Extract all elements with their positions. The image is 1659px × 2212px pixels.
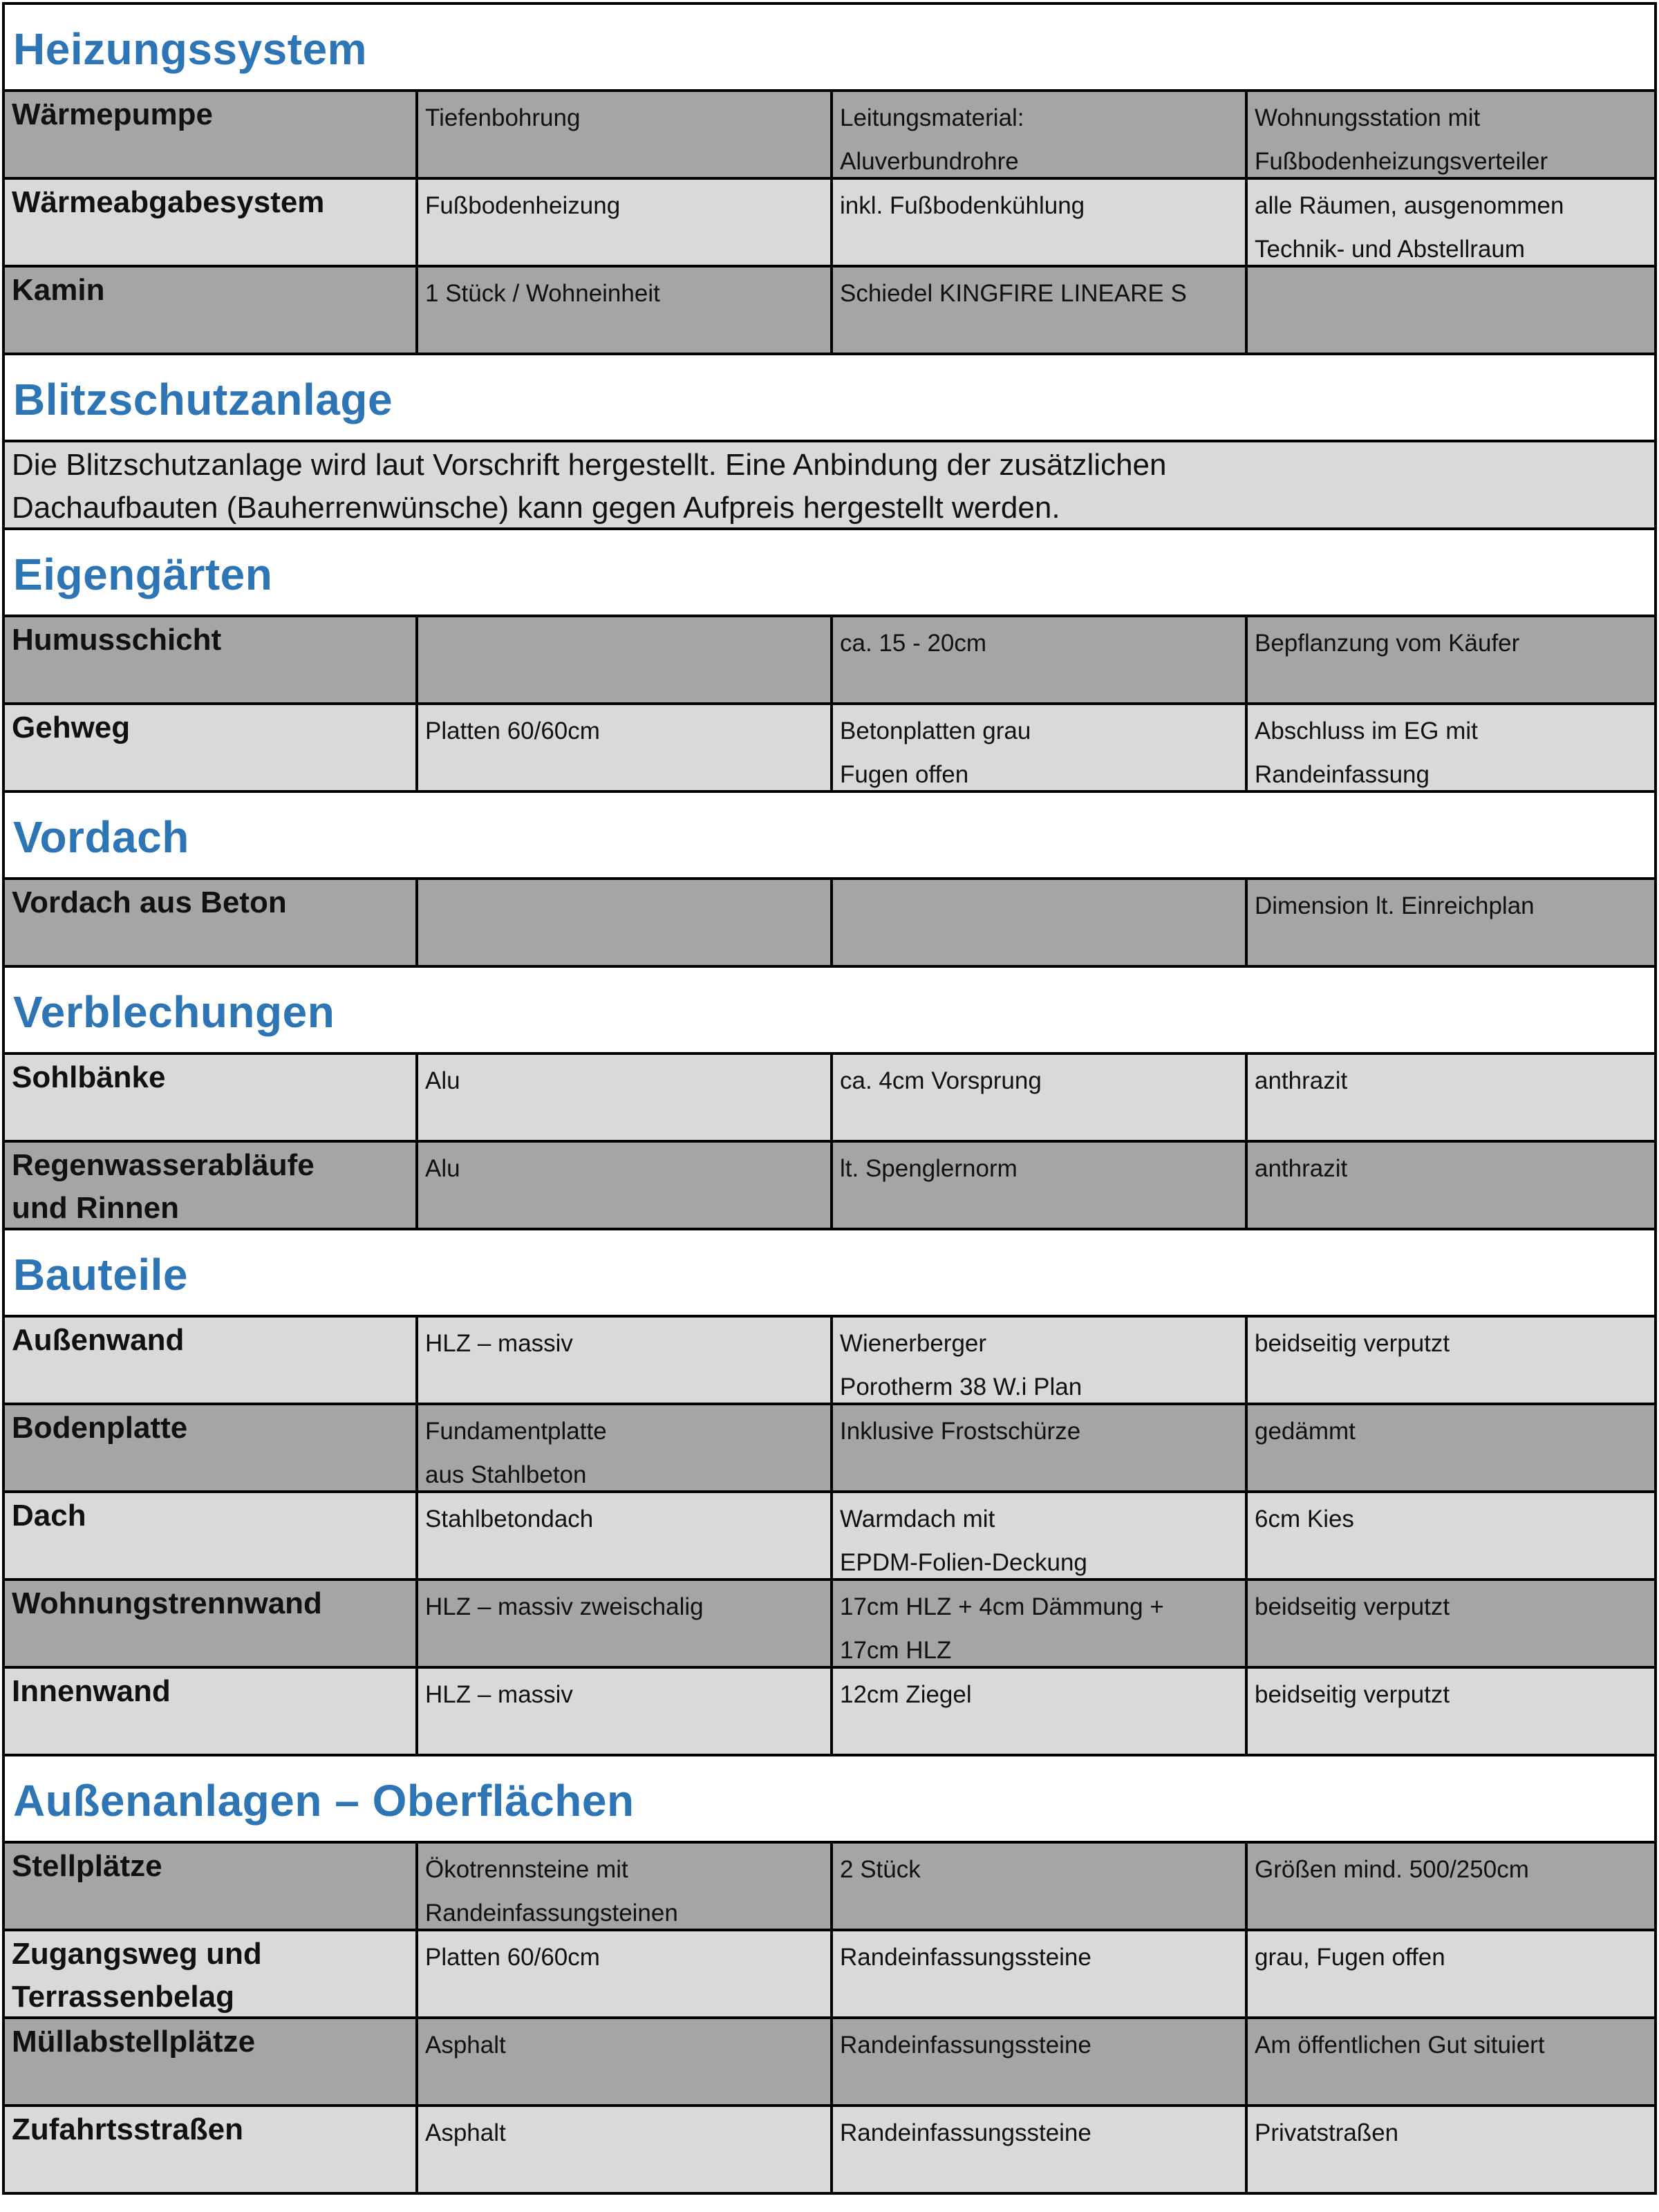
row-label: Regenwasserabläufe und Rinnen: [5, 1143, 418, 1228]
table-cell: Alu: [418, 1143, 833, 1228]
table-cell: Abschluss im EG mit Randeinfassung: [1255, 718, 1478, 788]
table-cell: 12cm Ziegel: [833, 1669, 1248, 1754]
section-heading: Eigengärten: [5, 530, 1654, 617]
table-row: [5, 268, 1654, 355]
table-cell: Dimension lt. Einreichplan: [1255, 892, 1535, 919]
table-cell: Fußbodenheizung: [418, 180, 833, 265]
table-cell: Inklusive Frostschürze: [833, 1405, 1248, 1490]
table-cell: Ökotrennsteine mit Randeinfassungsteinen: [418, 1844, 833, 1929]
section-heading: Bauteile: [5, 1230, 1654, 1318]
table-row: [5, 1931, 1654, 2019]
table-cell: Schiedel KINGFIRE LINEARE S: [833, 268, 1248, 353]
row-label: Dach: [5, 1493, 418, 1578]
table-cell: Randeinfassungssteine: [833, 1931, 1248, 2016]
table-cell: Platten 60/60cm: [418, 705, 833, 790]
table-row: [5, 1493, 1654, 1581]
table-cell: Asphalt: [418, 2019, 833, 2104]
table-row: [5, 180, 1654, 268]
table-cell: 2 Stück: [833, 1844, 1248, 1929]
table-cell: [418, 617, 833, 702]
table-cell: 17cm HLZ + 4cm Dämmung + 17cm HLZ: [833, 1581, 1248, 1666]
table-cell: anthrazit: [1255, 1155, 1348, 1182]
table-cell: Leitungsmaterial: Aluverbundrohre: [833, 92, 1248, 177]
section-heading: Außenanlagen – Oberflächen: [5, 1756, 1654, 1844]
table-cell: Randeinfassungssteine: [833, 2019, 1248, 2104]
table-cell: 6cm Kies: [1255, 1506, 1354, 1533]
table-cell: Platten 60/60cm: [418, 1931, 833, 2016]
section-heading: Blitzschutzanlage: [5, 355, 1654, 442]
table-cell: [418, 880, 833, 965]
row-label: Wohnungstrennwand: [5, 1581, 418, 1666]
table-cell: gedämmt: [1255, 1418, 1356, 1445]
table-cell: Bepflanzung vom Käufer: [1255, 630, 1520, 657]
row-label: Sohlbänke: [5, 1055, 418, 1140]
table-row: [5, 92, 1654, 180]
table-cell: alle Räumen, ausgenommen Technik- und Abstellraum: [1255, 192, 1564, 263]
table-cell: Größen mind. 500/250cm: [1255, 1856, 1529, 1883]
table-cell: Wienerberger Porotherm 38 W.i Plan: [833, 1318, 1248, 1403]
table-cell: [833, 880, 1248, 965]
table-cell: 1 Stück / Wohneinheit: [418, 268, 833, 353]
table-row: [5, 1581, 1654, 1669]
table-row: [5, 1844, 1654, 1931]
row-label: Außenwand: [5, 1318, 418, 1403]
section-heading: Vordach: [5, 793, 1654, 880]
table-cell: ca. 15 - 20cm: [833, 617, 1248, 702]
table-cell: ca. 4cm Vorsprung: [833, 1055, 1248, 1140]
table-row: [5, 1405, 1654, 1493]
table-cell: Randeinfassungssteine: [833, 2107, 1248, 2192]
row-label: Wärmepumpe: [5, 92, 418, 177]
table-row: [5, 2107, 1654, 2195]
row-label: Bodenplatte: [5, 1405, 418, 1490]
table-cell: Betonplatten grau Fugen offen: [833, 705, 1248, 790]
row-label: Kamin: [5, 268, 418, 353]
table-cell: beidseitig verputzt: [1255, 1681, 1450, 1708]
table-row: [5, 1669, 1654, 1756]
table-cell: beidseitig verputzt: [1255, 1330, 1450, 1357]
row-label: Gehweg: [5, 705, 418, 790]
table-cell: Fundamentplatte aus Stahlbeton: [418, 1405, 833, 1490]
table-row: [5, 1318, 1654, 1405]
table-cell: Warmdach mit EPDM-Folien-Deckung: [833, 1493, 1248, 1578]
table-cell: Tiefenbohrung: [418, 92, 833, 177]
table-cell: anthrazit: [1255, 1067, 1348, 1094]
section-paragraph: Die Blitzschutzanlage wird laut Vorschrift hergestellt. Eine Anbindung der zusätzlichen Dachaufbauten (Bauherrenwünsche) kann gegen Aufpreis hergestellt werden.: [5, 442, 1654, 530]
table-row: [5, 2019, 1654, 2107]
table-cell: Am öffentlichen Gut situiert: [1255, 2032, 1545, 2059]
table-cell: Alu: [418, 1055, 833, 1140]
row-label: Innenwand: [5, 1669, 418, 1754]
row-label: Zufahrtsstraßen: [5, 2107, 418, 2192]
table-row: [5, 617, 1654, 705]
section-heading: Verblechungen: [5, 968, 1654, 1055]
row-label: Müllabstellplätze: [5, 2019, 418, 2104]
table-cell: Stahlbetondach: [418, 1493, 833, 1578]
spec-document: [2, 2, 1657, 2195]
table-cell: HLZ – massiv zweischalig: [418, 1581, 833, 1666]
table-row: [5, 1055, 1654, 1143]
table-row: [5, 880, 1654, 968]
table-cell: Asphalt: [418, 2107, 833, 2192]
section-heading: Heizungssystem: [5, 5, 1654, 92]
table-cell: grau, Fugen offen: [1255, 1944, 1445, 1971]
table-cell: Wohnungsstation mit Fußbodenheizungsverteiler: [1255, 104, 1548, 175]
row-label: Vordach aus Beton: [5, 880, 418, 965]
table-cell: inkl. Fußbodenkühlung: [833, 180, 1248, 265]
row-label: Humusschicht: [5, 617, 418, 702]
row-label: Stellplätze: [5, 1844, 418, 1929]
table-cell: [1248, 268, 1654, 353]
table-row: [5, 1143, 1654, 1230]
table-cell: HLZ – massiv: [418, 1669, 833, 1754]
table-cell: HLZ – massiv: [418, 1318, 833, 1403]
row-label: Zugangsweg und Terrassenbelag: [5, 1931, 418, 2016]
table-row: [5, 705, 1654, 793]
row-label: Wärmeabgabesystem: [5, 180, 418, 265]
table-cell: lt. Spenglernorm: [833, 1143, 1248, 1228]
table-cell: Privatstraßen: [1255, 2119, 1399, 2146]
table-cell: beidseitig verputzt: [1255, 1593, 1450, 1620]
